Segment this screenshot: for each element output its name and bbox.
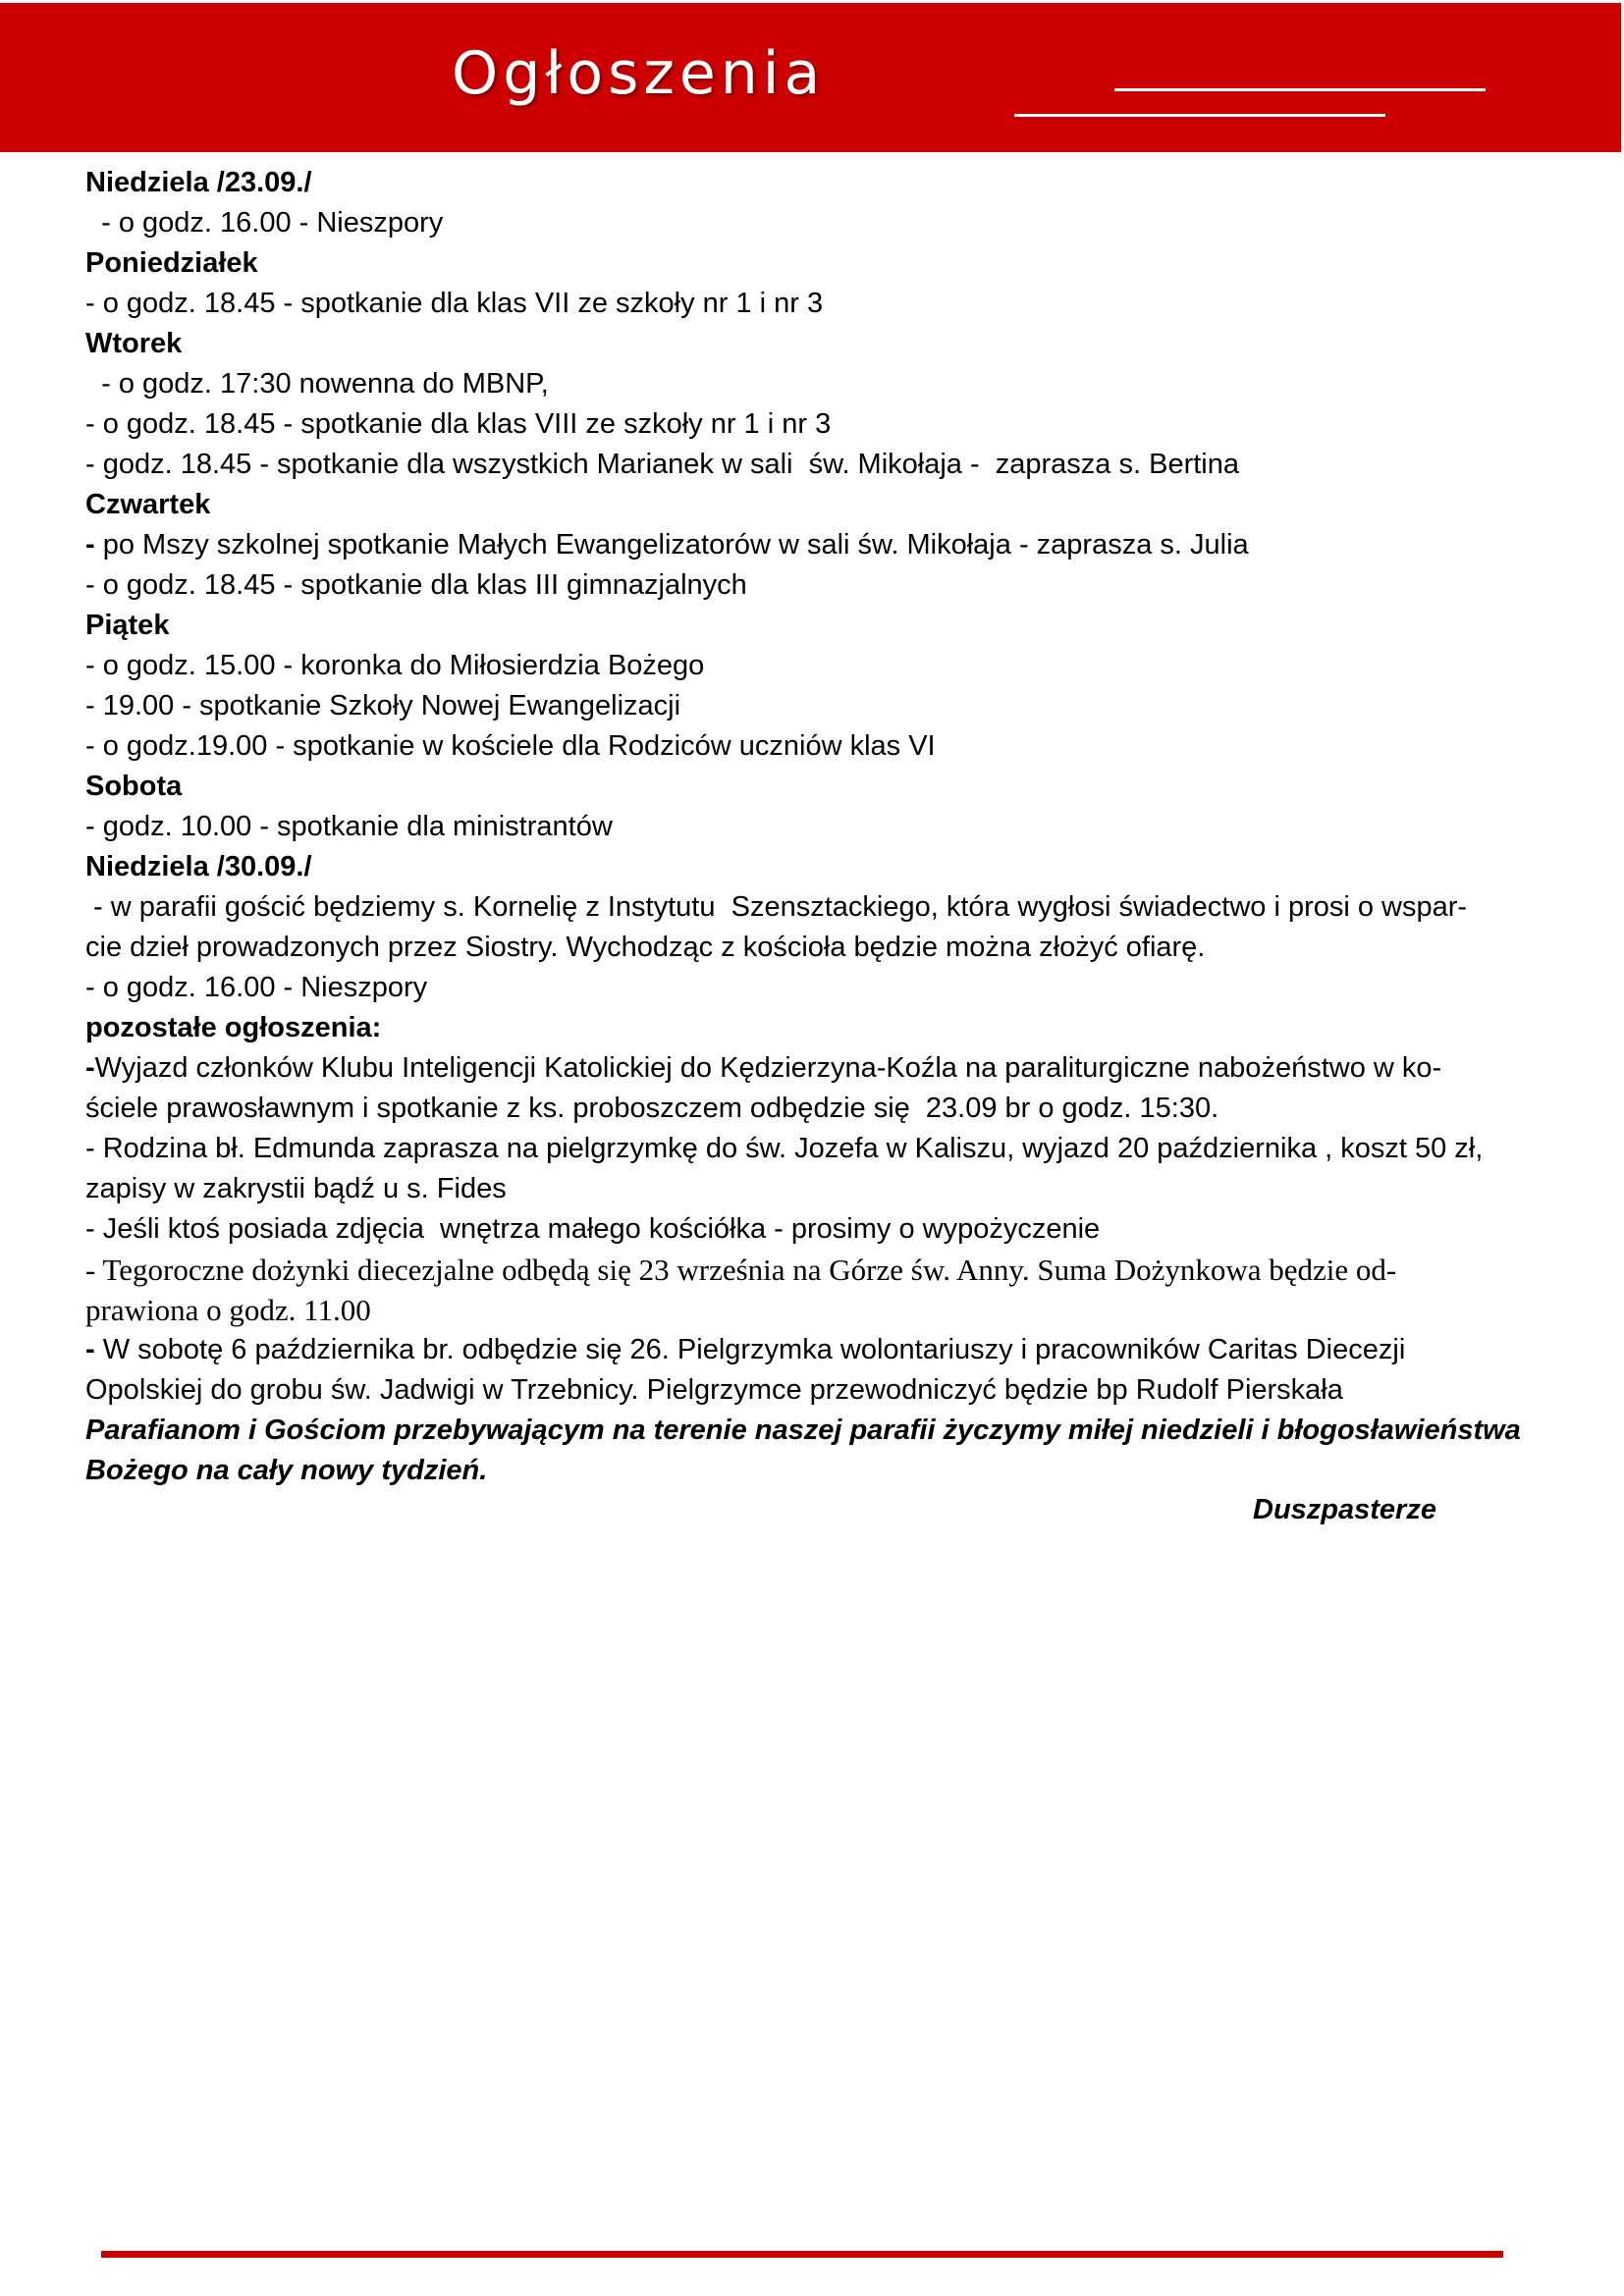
header-decor-line-bottom [1014, 114, 1385, 117]
section-heading-other: pozostałe ogłoszenia: [85, 1012, 382, 1043]
announcement-item: - Tegoroczne dożynki diecezjalne odbędą się 23 września na Górze św. Anny. Suma Dożynkowa będzie od- [85, 1253, 1397, 1287]
announcement-item: - o godz.19.00 - spotkanie w kościele dla Rodziców uczniów klas VI [85, 730, 936, 762]
announcement-item: - o godz. 15.00 - koronka do Miłosierdzia Bożego [85, 650, 705, 681]
announcement-item [85, 525, 1558, 565]
announcement-item: - Jeśli ktoś posiada zdjęcia wnętrza małego kościółka - prosimy o wypożyczenie [85, 1213, 1101, 1245]
announcement-item: - o godz. 16.00 - Nieszpory [85, 972, 428, 1003]
announcement-item: - o godz. 18.45 - spotkanie dla klas VIII ze szkoły nr 1 i nr 3 [85, 408, 832, 440]
day-heading-monday: Poniedziałek [85, 247, 258, 279]
announcement-item-continued: prawiona o godz. 11.00 [85, 1293, 371, 1327]
closing-wishes-continued: Bożego na cały nowy tydzień. [85, 1455, 488, 1486]
announcements-body [85, 163, 1558, 1491]
announcement-text: po Mszy szkolnej spotkanie Małych Ewangelizatorów w sali św. Mikołaja - zaprasza s. Julia [94, 529, 1249, 561]
announcement-item-continued: cie dzieł prowadzonych przez Siostry. Wychodząc z kościoła będzie można złożyć ofiarę. [85, 932, 1206, 963]
bullet-dash: - [85, 529, 95, 561]
closing-wishes: Parafianom i Gościom przebywającym na terenie naszej parafii życzymy miłej niedzieli i błogosławieństwa [85, 1415, 1521, 1446]
announcement-item: - godz. 18.45 - spotkanie dla wszystkich Marianek w sali św. Mikołaja - zaprasza s. Bertina [85, 449, 1239, 480]
announcement-text: Wyjazd członków Klubu Inteligencji Katolickiej do Kędzierzyna-Koźla na paraliturgiczne nabożeństwo w ko- [94, 1052, 1442, 1084]
announcement-item [85, 1048, 1558, 1089]
day-heading-friday: Piątek [85, 610, 170, 641]
announcement-item: - o godz. 18.45 - spotkanie dla klas VII ze szkoły nr 1 i nr 3 [85, 288, 824, 319]
announcement-text: W sobotę 6 października br. odbędzie się 26. Pielgrzymka wolontariuszy i pracowników Caritas Diecezji [94, 1334, 1406, 1365]
day-heading-tuesday: Wtorek [85, 328, 183, 359]
bullet-dash: - [85, 1052, 95, 1084]
announcement-item: - Rodzina bł. Edmunda zaprasza na pielgrzymkę do św. Jozefa w Kaliszu, wyjazd 20 października , koszt 50 zł, [85, 1133, 1484, 1164]
announcement-item: - godz. 10.00 - spotkanie dla ministrantów [85, 811, 613, 842]
announcement-item-continued: zapisy w zakrystii bądź u s. Fides [85, 1173, 507, 1204]
bullet-dash: - [85, 1334, 95, 1365]
header-decor-line-top [1114, 88, 1486, 91]
announcement-item-continued: ściele prawosławnym i spotkanie z ks. proboszczem odbędzie się 23.09 br o godz. 15:30. [85, 1093, 1219, 1124]
announcement-item-continued: Opolskiej do grobu św. Jadwigi w Trzebnicy. Pielgrzymce przewodniczyć będzie bp Rudolf Pierskała [85, 1374, 1343, 1406]
announcement-item: - 19.00 - spotkanie Szkoły Nowej Ewangelizacji [85, 690, 681, 721]
signature: Duszpasterze [1253, 1494, 1436, 1525]
footer-rule [101, 2251, 1503, 2258]
announcement-item: - o godz. 18.45 - spotkanie dla klas III gimnazjalnych [85, 569, 747, 601]
day-heading-thursday: Czwartek [85, 489, 211, 520]
day-heading-sunday-2309: Niedziela /23.09./ [85, 167, 312, 198]
announcement-item: - o godz. 17:30 nowenna do MBNP, [85, 368, 549, 400]
day-heading-sunday-3009: Niedziela /30.09./ [85, 851, 312, 882]
announcement-item: - o godz. 16.00 - Nieszpory [85, 207, 444, 239]
header-bar [0, 3, 1621, 152]
announcement-item [85, 1330, 1558, 1370]
page-title: Ogłoszenia [452, 39, 826, 108]
announcement-item: - w parafii gościć będziemy s. Kornelię z Instytutu Szensztackiego, która wygłosi świadectwo i prosi o wspar- [85, 891, 1468, 923]
day-heading-saturday: Sobota [85, 771, 183, 802]
